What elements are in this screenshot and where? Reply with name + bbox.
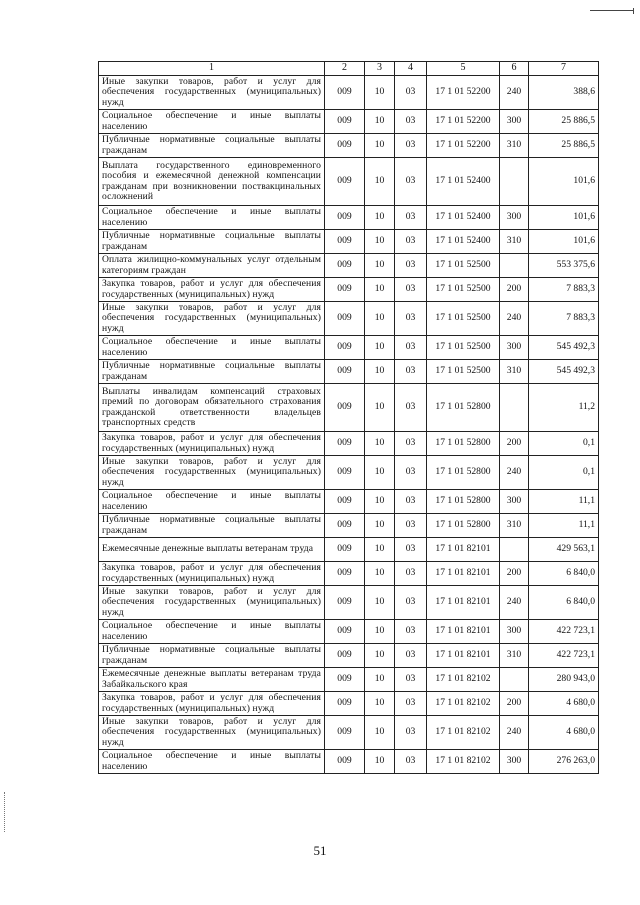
column-header-3: 3 bbox=[365, 62, 395, 76]
amount: 7 883,3 bbox=[529, 278, 599, 302]
section-code: 10 bbox=[365, 158, 395, 206]
chapter-code: 009 bbox=[325, 278, 365, 302]
table-row bbox=[99, 302, 599, 336]
section-code: 10 bbox=[365, 254, 395, 278]
table-row bbox=[99, 586, 599, 620]
section-code: 10 bbox=[365, 620, 395, 644]
subsection-code: 03 bbox=[395, 336, 427, 360]
column-header-7: 7 bbox=[529, 62, 599, 76]
expense-type-code: 240 bbox=[500, 586, 529, 620]
amount: 11,1 bbox=[529, 490, 599, 514]
table-row bbox=[99, 620, 599, 644]
expense-type-code: 240 bbox=[500, 716, 529, 750]
table-row bbox=[99, 456, 599, 490]
amount: 545 492,3 bbox=[529, 360, 599, 384]
table-row bbox=[99, 562, 599, 586]
row-description: Публичные нормативные социальные выплаты гражданам bbox=[99, 134, 325, 158]
row-description: Закупка товаров, работ и услуг для обеспечения государственных (муниципальных) нужд bbox=[99, 692, 325, 716]
amount: 11,2 bbox=[529, 384, 599, 432]
subsection-code: 03 bbox=[395, 668, 427, 692]
chapter-code: 009 bbox=[325, 538, 365, 562]
section-code: 10 bbox=[365, 716, 395, 750]
column-header-5: 5 bbox=[427, 62, 500, 76]
corner-crop-mark bbox=[590, 0, 634, 11]
subsection-code: 03 bbox=[395, 750, 427, 774]
section-code: 10 bbox=[365, 134, 395, 158]
table-row bbox=[99, 750, 599, 774]
subsection-code: 03 bbox=[395, 586, 427, 620]
section-code: 10 bbox=[365, 692, 395, 716]
amount: 429 563,1 bbox=[529, 538, 599, 562]
table-row bbox=[99, 668, 599, 692]
column-header-1: 1 bbox=[99, 62, 325, 76]
target-article-code: 17 1 01 52200 bbox=[427, 110, 500, 134]
subsection-code: 03 bbox=[395, 384, 427, 432]
expense-type-code: 300 bbox=[500, 620, 529, 644]
table-row bbox=[99, 254, 599, 278]
section-code: 10 bbox=[365, 336, 395, 360]
section-code: 10 bbox=[365, 230, 395, 254]
table-row bbox=[99, 360, 599, 384]
subsection-code: 03 bbox=[395, 538, 427, 562]
row-description: Социальное обеспечение и иные выплаты населению bbox=[99, 206, 325, 230]
target-article-code: 17 1 01 52500 bbox=[427, 360, 500, 384]
subsection-code: 03 bbox=[395, 644, 427, 668]
row-description: Оплата жилищно-коммунальных услуг отдельным категориям граждан bbox=[99, 254, 325, 278]
row-description: Социальное обеспечение и иные выплаты населению bbox=[99, 490, 325, 514]
row-description: Социальное обеспечение и иные выплаты населению bbox=[99, 750, 325, 774]
section-code: 10 bbox=[365, 76, 395, 110]
expense-type-code: 240 bbox=[500, 76, 529, 110]
row-description: Иные закупки товаров, работ и услуг для обеспечения государственных (муниципальных) нужд bbox=[99, 456, 325, 490]
section-code: 10 bbox=[365, 384, 395, 432]
table-row bbox=[99, 692, 599, 716]
section-code: 10 bbox=[365, 456, 395, 490]
chapter-code: 009 bbox=[325, 456, 365, 490]
target-article-code: 17 1 01 52800 bbox=[427, 384, 500, 432]
section-code: 10 bbox=[365, 562, 395, 586]
target-article-code: 17 1 01 52400 bbox=[427, 158, 500, 206]
table-row bbox=[99, 716, 599, 750]
expense-type-code: 240 bbox=[500, 456, 529, 490]
expense-type-code: 200 bbox=[500, 562, 529, 586]
amount: 4 680,0 bbox=[529, 716, 599, 750]
target-article-code: 17 1 01 52500 bbox=[427, 254, 500, 278]
subsection-code: 03 bbox=[395, 716, 427, 750]
expense-type-code: 300 bbox=[500, 110, 529, 134]
target-article-code: 17 1 01 52800 bbox=[427, 456, 500, 490]
section-code: 10 bbox=[365, 302, 395, 336]
chapter-code: 009 bbox=[325, 302, 365, 336]
expense-type-code: 310 bbox=[500, 644, 529, 668]
column-header-4: 4 bbox=[395, 62, 427, 76]
row-description: Социальное обеспечение и иные выплаты населению bbox=[99, 620, 325, 644]
section-code: 10 bbox=[365, 110, 395, 134]
amount: 553 375,6 bbox=[529, 254, 599, 278]
amount: 280 943,0 bbox=[529, 668, 599, 692]
expense-type-code: 300 bbox=[500, 336, 529, 360]
row-description: Социальное обеспечение и иные выплаты населению bbox=[99, 110, 325, 134]
row-description: Иные закупки товаров, работ и услуг для обеспечения государственных (муниципальных) нужд bbox=[99, 586, 325, 620]
expense-type-code: 310 bbox=[500, 134, 529, 158]
chapter-code: 009 bbox=[325, 336, 365, 360]
section-code: 10 bbox=[365, 490, 395, 514]
target-article-code: 17 1 01 82101 bbox=[427, 586, 500, 620]
chapter-code: 009 bbox=[325, 134, 365, 158]
amount: 101,6 bbox=[529, 206, 599, 230]
table-row bbox=[99, 206, 599, 230]
subsection-code: 03 bbox=[395, 206, 427, 230]
expense-type-code: 200 bbox=[500, 432, 529, 456]
row-description: Выплаты инвалидам компенсаций страховых премий по договорам обязательного страхования гражданской ответственности владельцев транспортных средств bbox=[99, 384, 325, 432]
section-code: 10 bbox=[365, 750, 395, 774]
subsection-code: 03 bbox=[395, 302, 427, 336]
section-code: 10 bbox=[365, 586, 395, 620]
section-code: 10 bbox=[365, 360, 395, 384]
amount: 0,1 bbox=[529, 432, 599, 456]
target-article-code: 17 1 01 82101 bbox=[427, 644, 500, 668]
amount: 11,1 bbox=[529, 514, 599, 538]
target-article-code: 17 1 01 52800 bbox=[427, 432, 500, 456]
target-article-code: 17 1 01 52500 bbox=[427, 278, 500, 302]
chapter-code: 009 bbox=[325, 158, 365, 206]
subsection-code: 03 bbox=[395, 278, 427, 302]
target-article-code: 17 1 01 52200 bbox=[427, 76, 500, 110]
chapter-code: 009 bbox=[325, 360, 365, 384]
chapter-code: 009 bbox=[325, 716, 365, 750]
amount: 25 886,5 bbox=[529, 110, 599, 134]
table-row bbox=[99, 336, 599, 360]
amount: 545 492,3 bbox=[529, 336, 599, 360]
amount: 6 840,0 bbox=[529, 586, 599, 620]
target-article-code: 17 1 01 52800 bbox=[427, 514, 500, 538]
amount: 101,6 bbox=[529, 230, 599, 254]
table-row bbox=[99, 110, 599, 134]
chapter-code: 009 bbox=[325, 644, 365, 668]
expense-type-code: 310 bbox=[500, 230, 529, 254]
expense-type-code bbox=[500, 668, 529, 692]
expense-type-code bbox=[500, 384, 529, 432]
chapter-code: 009 bbox=[325, 586, 365, 620]
expense-type-code: 300 bbox=[500, 490, 529, 514]
target-article-code: 17 1 01 82102 bbox=[427, 692, 500, 716]
row-description: Социальное обеспечение и иные выплаты населению bbox=[99, 336, 325, 360]
table-row bbox=[99, 384, 599, 432]
expense-type-code: 310 bbox=[500, 360, 529, 384]
column-header-2: 2 bbox=[325, 62, 365, 76]
table-row bbox=[99, 230, 599, 254]
row-description: Публичные нормативные социальные выплаты гражданам bbox=[99, 230, 325, 254]
subsection-code: 03 bbox=[395, 360, 427, 384]
amount: 6 840,0 bbox=[529, 562, 599, 586]
subsection-code: 03 bbox=[395, 514, 427, 538]
subsection-code: 03 bbox=[395, 562, 427, 586]
target-article-code: 17 1 01 52400 bbox=[427, 230, 500, 254]
target-article-code: 17 1 01 52400 bbox=[427, 206, 500, 230]
section-code: 10 bbox=[365, 668, 395, 692]
row-description: Закупка товаров, работ и услуг для обеспечения государственных (муниципальных) нужд bbox=[99, 278, 325, 302]
subsection-code: 03 bbox=[395, 254, 427, 278]
chapter-code: 009 bbox=[325, 750, 365, 774]
table-row bbox=[99, 158, 599, 206]
chapter-code: 009 bbox=[325, 206, 365, 230]
chapter-code: 009 bbox=[325, 668, 365, 692]
expense-type-code: 310 bbox=[500, 514, 529, 538]
row-description: Закупка товаров, работ и услуг для обеспечения государственных (муниципальных) нужд bbox=[99, 432, 325, 456]
table-row bbox=[99, 278, 599, 302]
row-description: Иные закупки товаров, работ и услуг для обеспечения государственных (муниципальных) нужд bbox=[99, 716, 325, 750]
subsection-code: 03 bbox=[395, 76, 427, 110]
chapter-code: 009 bbox=[325, 254, 365, 278]
subsection-code: 03 bbox=[395, 456, 427, 490]
target-article-code: 17 1 01 52500 bbox=[427, 336, 500, 360]
chapter-code: 009 bbox=[325, 514, 365, 538]
amount: 7 883,3 bbox=[529, 302, 599, 336]
table-row bbox=[99, 490, 599, 514]
section-code: 10 bbox=[365, 278, 395, 302]
table-body bbox=[99, 76, 599, 774]
expense-type-code: 240 bbox=[500, 302, 529, 336]
column-header-6: 6 bbox=[500, 62, 529, 76]
amount: 101,6 bbox=[529, 158, 599, 206]
row-description: Ежемесячные денежные выплаты ветеранам труда bbox=[99, 538, 325, 562]
chapter-code: 009 bbox=[325, 490, 365, 514]
subsection-code: 03 bbox=[395, 490, 427, 514]
margin-punch-marks bbox=[4, 792, 7, 832]
expense-type-code: 200 bbox=[500, 278, 529, 302]
row-description: Выплата государственного единовременного пособия и ежемесячной денежной компенсации гражданам при возникновении поствакцинальных осложнений bbox=[99, 158, 325, 206]
row-description: Ежемесячные денежные выплаты ветеранам труда Забайкальского края bbox=[99, 668, 325, 692]
table-header-row bbox=[99, 62, 599, 76]
table-row bbox=[99, 76, 599, 110]
table-row bbox=[99, 538, 599, 562]
table-row bbox=[99, 514, 599, 538]
page-number: 51 bbox=[313, 843, 327, 858]
amount: 4 680,0 bbox=[529, 692, 599, 716]
chapter-code: 009 bbox=[325, 384, 365, 432]
subsection-code: 03 bbox=[395, 110, 427, 134]
expense-type-code bbox=[500, 254, 529, 278]
subsection-code: 03 bbox=[395, 620, 427, 644]
table-row bbox=[99, 134, 599, 158]
amount: 0,1 bbox=[529, 456, 599, 490]
target-article-code: 17 1 01 82102 bbox=[427, 668, 500, 692]
row-description: Публичные нормативные социальные выплаты гражданам bbox=[99, 360, 325, 384]
section-code: 10 bbox=[365, 644, 395, 668]
row-description: Закупка товаров, работ и услуг для обеспечения государственных (муниципальных) нужд bbox=[99, 562, 325, 586]
row-description: Публичные нормативные социальные выплаты гражданам bbox=[99, 644, 325, 668]
row-description: Иные закупки товаров, работ и услуг для обеспечения государственных (муниципальных) нужд bbox=[99, 302, 325, 336]
table-row bbox=[99, 432, 599, 456]
target-article-code: 17 1 01 52200 bbox=[427, 134, 500, 158]
amount: 276 263,0 bbox=[529, 750, 599, 774]
target-article-code: 17 1 01 82101 bbox=[427, 620, 500, 644]
expense-type-code bbox=[500, 538, 529, 562]
chapter-code: 009 bbox=[325, 692, 365, 716]
expense-type-code: 200 bbox=[500, 692, 529, 716]
chapter-code: 009 bbox=[325, 110, 365, 134]
target-article-code: 17 1 01 82102 bbox=[427, 750, 500, 774]
target-article-code: 17 1 01 82101 bbox=[427, 562, 500, 586]
amount: 422 723,1 bbox=[529, 644, 599, 668]
chapter-code: 009 bbox=[325, 76, 365, 110]
row-description: Иные закупки товаров, работ и услуг для обеспечения государственных (муниципальных) нужд bbox=[99, 76, 325, 110]
chapter-code: 009 bbox=[325, 620, 365, 644]
subsection-code: 03 bbox=[395, 692, 427, 716]
target-article-code: 17 1 01 52500 bbox=[427, 302, 500, 336]
row-description: Публичные нормативные социальные выплаты гражданам bbox=[99, 514, 325, 538]
section-code: 10 bbox=[365, 432, 395, 456]
subsection-code: 03 bbox=[395, 134, 427, 158]
chapter-code: 009 bbox=[325, 432, 365, 456]
amount: 422 723,1 bbox=[529, 620, 599, 644]
subsection-code: 03 bbox=[395, 230, 427, 254]
chapter-code: 009 bbox=[325, 230, 365, 254]
expense-type-code: 300 bbox=[500, 206, 529, 230]
target-article-code: 17 1 01 82101 bbox=[427, 538, 500, 562]
budget-table bbox=[98, 61, 599, 774]
section-code: 10 bbox=[365, 206, 395, 230]
chapter-code: 009 bbox=[325, 562, 365, 586]
amount: 388,6 bbox=[529, 76, 599, 110]
expense-type-code bbox=[500, 158, 529, 206]
amount: 25 886,5 bbox=[529, 134, 599, 158]
target-article-code: 17 1 01 82102 bbox=[427, 716, 500, 750]
target-article-code: 17 1 01 52800 bbox=[427, 490, 500, 514]
subsection-code: 03 bbox=[395, 432, 427, 456]
expense-type-code: 300 bbox=[500, 750, 529, 774]
subsection-code: 03 bbox=[395, 158, 427, 206]
section-code: 10 bbox=[365, 514, 395, 538]
table-row bbox=[99, 644, 599, 668]
section-code: 10 bbox=[365, 538, 395, 562]
